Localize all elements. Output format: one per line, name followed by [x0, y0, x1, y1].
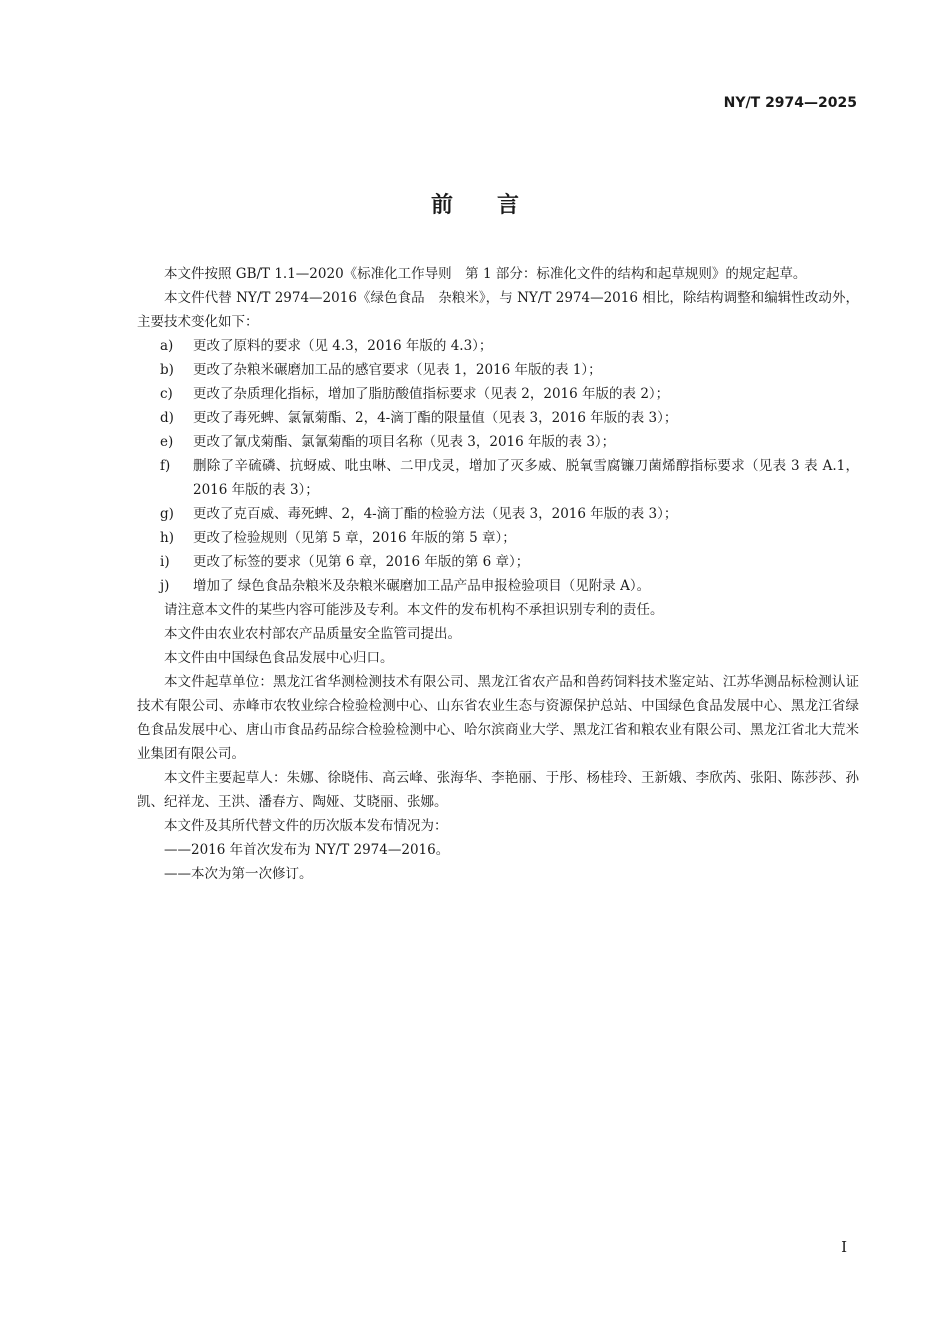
change-item: c) 更改了杂质理化指标，增加了脂肪酸值指标要求（见表 2，2016 年版的表 2）； — [160, 386, 670, 402]
note-paragraph: 请注意本文件的某些内容可能涉及专利。本文件的发布机构不承担识别专利的责任。 — [164, 602, 664, 618]
intro-paragraph: 本文件代替 NY/T 2974—2016《绿色食品 杂粮米》，与 NY/T 2974—2016 相比，除结构调整和编辑性改动外，主要技术变化如下： — [137, 290, 859, 330]
change-item: e) 更改了氰戊菊酯、氯氰菊酯的项目名称（见表 3，2016 年版的表 3）； — [160, 434, 616, 450]
note-paragraph: 本文件由农业农村部农产品质量安全监管司提出。 — [164, 626, 461, 642]
change-item: b) 更改了杂粮米碾磨加工品的感官要求（见表 1，2016 年版的表 1）； — [160, 362, 602, 378]
page-number: I — [841, 1238, 847, 1256]
version-history-item: ——2016 年首次发布为 NY/T 2974—2016。 — [164, 842, 450, 858]
change-item: i) 更改了标签的要求（见第 6 章，2016 年版的第 6 章）； — [160, 554, 530, 570]
version-history-intro: 本文件及其所代替文件的历次版本发布情况为： — [164, 818, 448, 834]
document-body — [137, 262, 859, 886]
drafting-units: 本文件起草单位：黑龙江省华测检测技术有限公司、黑龙江省农产品和兽药饲料技术鉴定站、江苏华测品标检测认证技术有限公司、赤峰市农牧业综合检验检测中心、山东省农业生态与资源保护总站、中国绿色食品发展中心、黑龙江省绿色食品发展中心、唐山市食品药品综合检验检测中心、哈尔滨商业大学、黑龙江省和粮农业有限公司、黑龙江省北大荒米业集团有限公司。 — [137, 674, 859, 762]
note-paragraph: 本文件由中国绿色食品发展中心归口。 — [164, 650, 394, 666]
page-title: 前言 — [430, 193, 563, 218]
change-item: g) 更改了克百威、毒死蜱、2，4-滴丁酯的检验方法（见表 3，2016 年版的表 3）； — [160, 506, 678, 522]
change-item: a) 更改了原料的要求（见 4.3，2016 年版的 4.3）； — [160, 338, 493, 354]
intro-paragraph: 本文件按照 GB/T 1.1—2020《标准化工作导则 第 1 部分：标准化文件的结构和起草规则》的规定起草。 — [164, 266, 807, 282]
change-item: f) 删除了辛硫磷、抗蚜威、吡虫啉、二甲戊灵，增加了灭多威、脱氧雪腐镰刀菌烯醇指标要求（见表 3 表 A.1，2016 年版的表 3）； — [160, 458, 859, 498]
change-item: j) 增加了 绿色食品杂粮米及杂粮米碾磨加工品产品申报检验项目（见附录 A）。 — [160, 578, 651, 594]
change-item: d) 更改了毒死蜱、氯氰菊酯、2，4-滴丁酯的限量值（见表 3，2016 年版的表 3）； — [160, 410, 678, 426]
standard-code: NY/T 2974—2025 — [723, 95, 857, 111]
change-item: h) 更改了检验规则（见第 5 章，2016 年版的第 5 章）； — [160, 530, 516, 546]
version-history-item: ——本次为第一次修订。 — [164, 866, 313, 882]
drafters: 本文件主要起草人：朱娜、徐晓伟、高云峰、张海华、李艳丽、于彤、杨桂玲、王新娥、李欣芮、张阳、陈莎莎、孙凯、纪祥龙、王洪、潘春方、陶娅、艾晓丽、张娜。 — [137, 770, 859, 810]
